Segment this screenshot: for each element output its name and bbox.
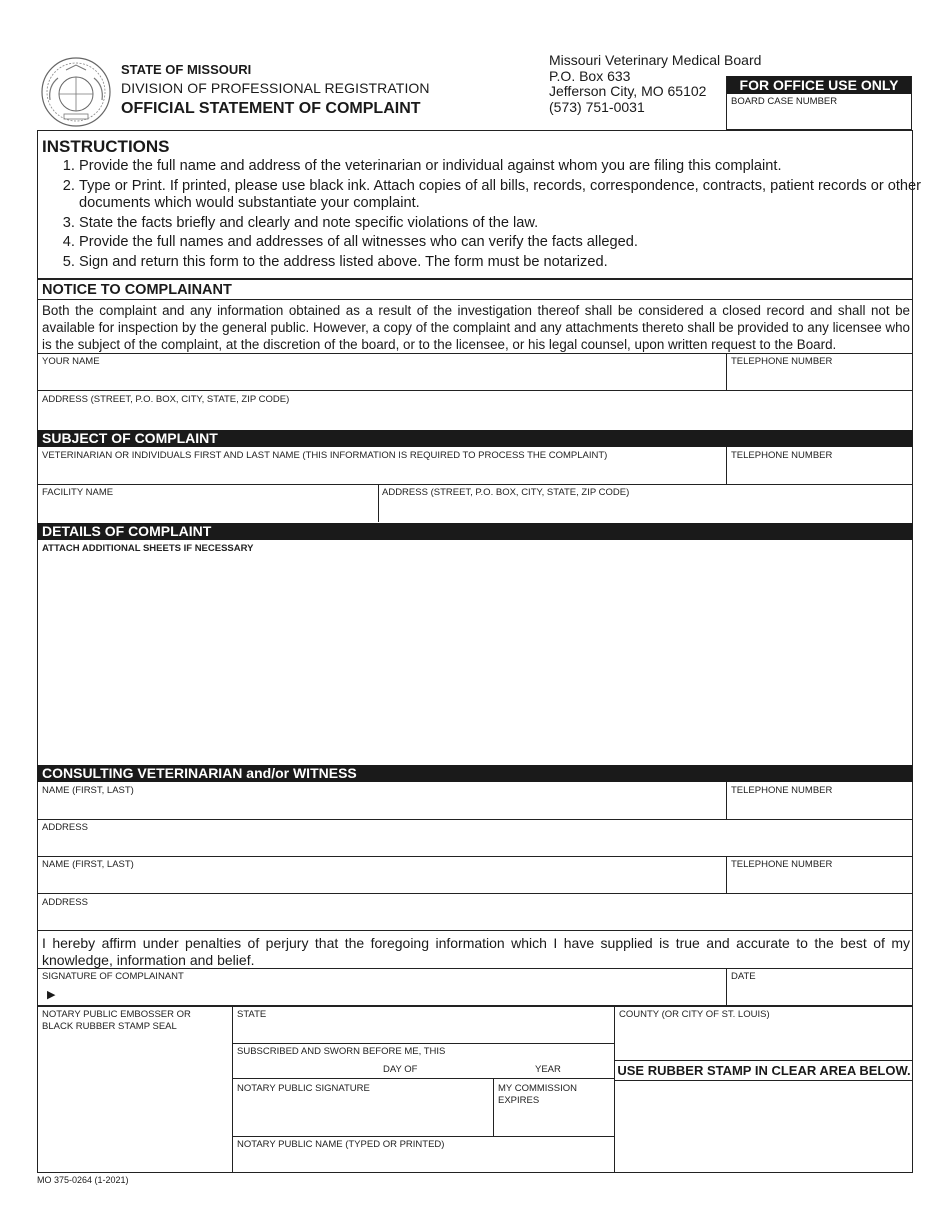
instructions-heading: INSTRUCTIONS [42,137,170,156]
instruction-item: 5. Sign and return this form to the address listed above. The form must be notarized. [79,254,947,272]
divider [232,1078,614,1079]
divider [726,968,727,1005]
divider [614,1060,913,1061]
signature-date-field[interactable]: DATE [731,971,756,982]
divider [37,299,913,300]
divider [37,968,913,969]
divider [37,819,913,820]
witness-telephone-1-field[interactable]: TELEPHONE NUMBER [731,785,833,796]
year-field[interactable]: YEAR [535,1064,561,1075]
divider [232,1136,614,1137]
subscribed-sworn-label: SUBSCRIBED AND SWORN BEFORE ME, THIS [237,1046,446,1057]
board-address-line: Missouri Veterinary Medical Board [549,52,762,68]
complainant-telephone-field[interactable]: TELEPHONE NUMBER [731,356,833,367]
signature-arrow-icon: ▶ [47,989,56,1001]
missouri-state-seal-icon [40,56,112,128]
board-address-line: P.O. Box 633 [549,67,631,84]
facility-name-field[interactable]: FACILITY NAME [42,487,114,498]
notice-text: Both the complaint and any information obtained as a result of the investigation thereof shall be considered a closed record and shall not be available for inspection by the general public. However, a copy of the complaint and any attachments thereto shall be provided to any licensee who is the subject of the complaint, at the discretion of the board, or to the licensee, or his legal counsel, upon written request to the Board. [42,303,910,352]
notary-state-field[interactable]: STATE [237,1009,267,1020]
complainant-address-field[interactable]: ADDRESS (STREET, P.O. BOX, CITY, STATE, ZIP CODE) [42,394,290,405]
details-heading: DETAILS OF COMPLAINT [37,523,913,540]
divider [614,1006,615,1173]
divider [37,893,913,894]
divider [726,353,727,390]
divider [37,856,913,857]
form-title: OFFICIAL STATEMENT OF COMPLAINT [121,100,421,117]
subject-telephone-field[interactable]: TELEPHONE NUMBER [731,450,833,461]
divider [726,856,727,893]
instruction-item: 3. State the facts briefly and clearly and note specific violations of the law. [79,215,947,233]
subject-heading: SUBJECT OF COMPLAINT [37,430,913,447]
divider [614,1080,913,1081]
complainant-signature-field[interactable]: SIGNATURE OF COMPLAINANT [42,971,184,982]
notary-county-field[interactable]: COUNTY (OR CITY OF ST. LOUIS) [619,1009,770,1020]
witness-address-2-field[interactable]: ADDRESS [42,897,88,908]
divider [37,278,913,280]
instructions-list [42,158,947,273]
commission-expires-field[interactable]: MY COMMISSION EXPIRES [498,1083,577,1106]
instruction-item: 1. Provide the full name and address of the veterinarian or individual against whom you are filing this complaint. [79,158,947,176]
notary-signature-field[interactable]: NOTARY PUBLIC SIGNATURE [237,1083,370,1094]
witness-address-1-field[interactable]: ADDRESS [42,822,88,833]
divider [726,782,727,819]
divider [37,1005,913,1007]
state-name: STATE OF MISSOURI [121,62,252,77]
divider [232,1006,233,1173]
notice-heading: NOTICE TO COMPLAINANT [42,282,232,298]
affirmation-text: I hereby affirm under penalties of perjury that the foregoing information which I have supplied is true and accurate to the best of my knowledge, information and belief. [42,935,910,968]
divider [232,1043,614,1044]
witness-telephone-2-field[interactable]: TELEPHONE NUMBER [731,859,833,870]
facility-address-field[interactable]: ADDRESS (STREET, P.O. BOX, CITY, STATE, ZIP CODE) [382,487,630,498]
divider [378,484,379,522]
instruction-item: 4. Provide the full names and addresses of all witnesses who can verify the facts alleged. [79,234,947,252]
board-address-line: Jefferson City, MO 65102 [549,83,707,99]
your-name-field[interactable]: YOUR NAME [42,356,100,367]
form-number: MO 375-0264 (1-2021) [37,1175,129,1185]
instruction-item: 2. Type or Print. If printed, please use black ink. Attach copies of all bills, records, correspondence, contracts, patient records or other documents which would substantiate your complaint. [79,178,947,213]
details-note: ATTACH ADDITIONAL SHEETS IF NECESSARY [42,543,254,554]
office-use-heading: FOR OFFICE USE ONLY [727,76,911,94]
notary-name-field[interactable]: NOTARY PUBLIC NAME (TYPED OR PRINTED) [237,1139,445,1150]
divider [37,353,913,354]
witness-name-2-field[interactable]: NAME (FIRST, LAST) [42,859,134,870]
divider [37,930,913,931]
board-address-line: (573) 751-0031 [549,98,645,115]
division-name: DIVISION OF PROFESSIONAL REGISTRATION [121,80,430,96]
divider [493,1078,494,1136]
witness-heading: CONSULTING VETERINARIAN and/or WITNESS [37,765,913,782]
board-case-number-field[interactable]: BOARD CASE NUMBER [731,96,838,107]
divider [37,390,913,391]
divider [726,447,727,484]
details-textarea[interactable] [38,556,912,764]
rubber-stamp-note: USE RUBBER STAMP IN CLEAR AREA BELOW. [617,1063,911,1078]
office-use-box [726,76,912,130]
notary-seal-area: NOTARY PUBLIC EMBOSSER OR BLACK RUBBER STAMP SEAL [42,1009,191,1032]
witness-name-1-field[interactable]: NAME (FIRST, LAST) [42,785,134,796]
divider [37,484,913,485]
day-of-field[interactable]: DAY OF [383,1064,418,1075]
veterinarian-name-field[interactable]: VETERINARIAN OR INDIVIDUALS FIRST AND LAST NAME (THIS INFORMATION IS REQUIRED TO PROCESS THE COMPLAINT) [42,450,608,461]
